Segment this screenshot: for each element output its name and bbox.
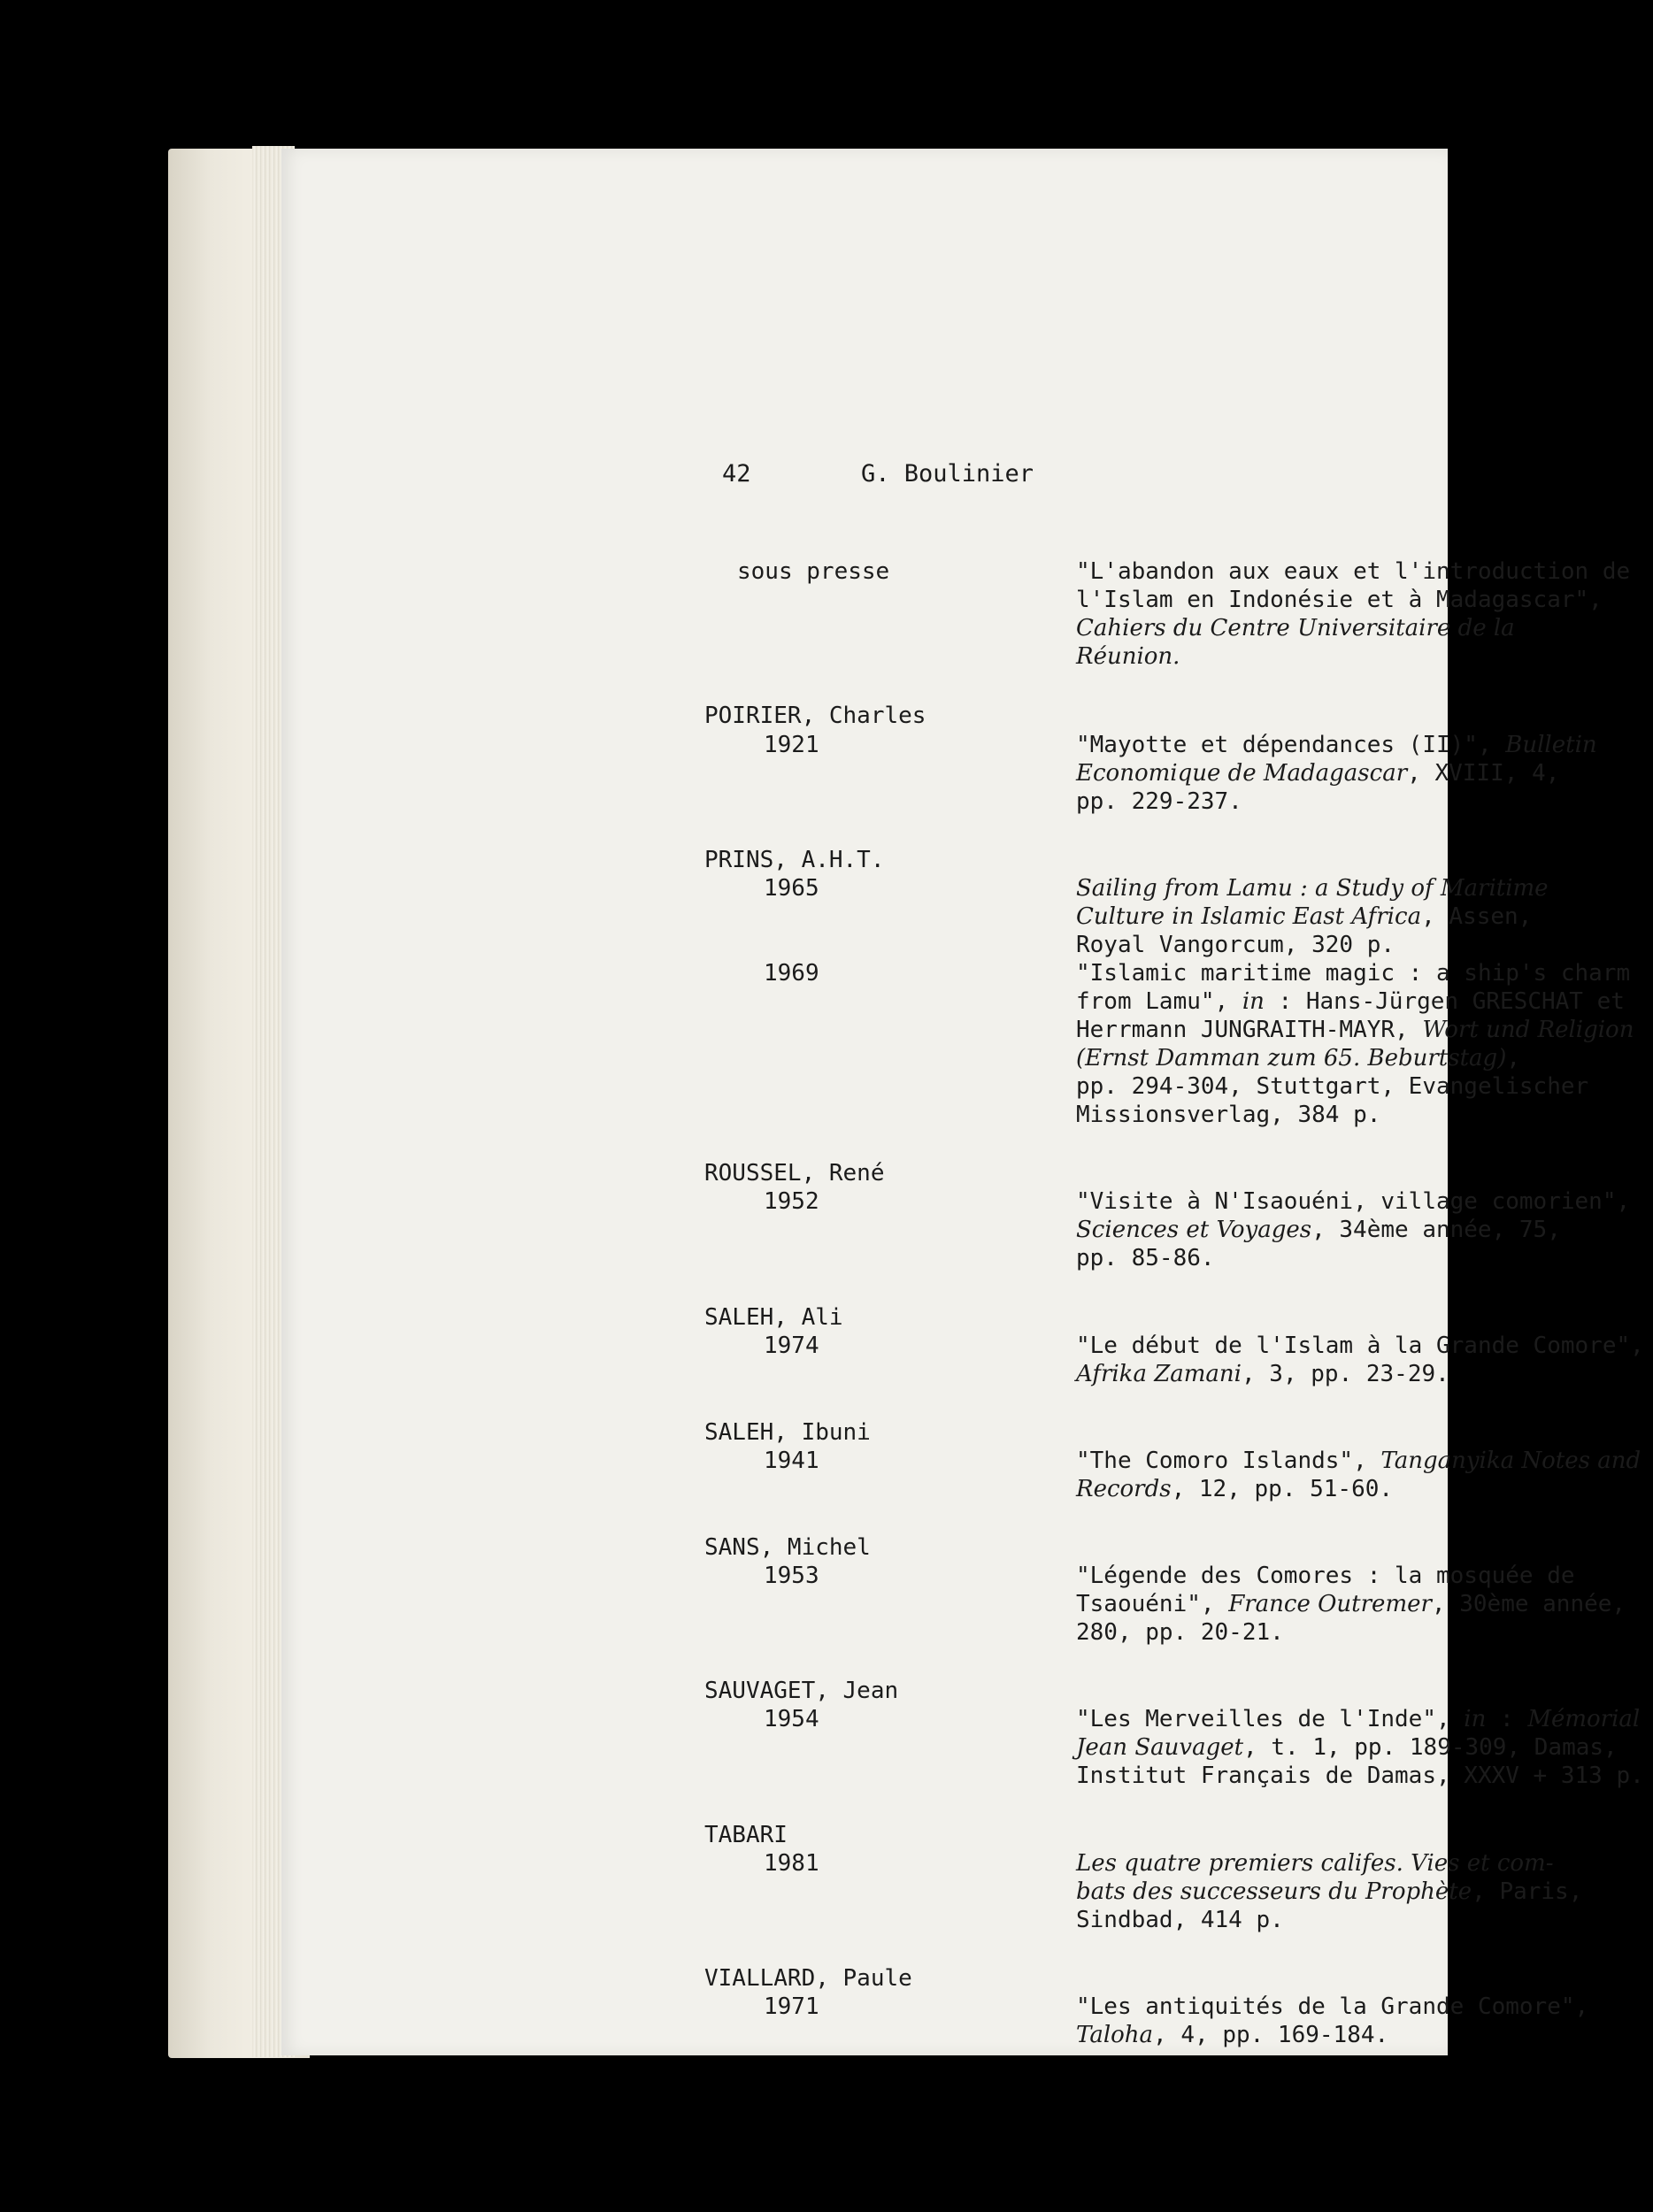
entry-text: : Hans-Jürgen GRESCHAT et [1264,988,1625,1015]
book-title: Mémorial [1527,1706,1641,1732]
author-name: SAUVAGET, Jean [704,1678,899,1704]
book-title: Les quatre premiers califes. Vies et com- [1076,1850,1554,1877]
entry-publisher: Royal Vangorcum, 320 p. [1076,932,1395,958]
journal-title: Réunion. [1076,643,1180,670]
entry-title-line: "Légende des Comores : la mosquée de [1076,1563,1575,1589]
entry-title-line [1076,1878,1582,1906]
page-number: 42 [722,460,751,488]
entry-year: 1981 [764,1850,819,1877]
in-marker: in [1464,1706,1487,1732]
entry-text: : [1486,1706,1528,1732]
in-marker: in [1242,988,1265,1015]
entry-publisher: Sindbad, 414 p. [1076,1907,1284,1933]
entry-year: 1965 [764,875,819,902]
book-title: Culture in Islamic East Africa [1076,903,1422,930]
entry-text: "Les Merveilles de l'Inde", [1076,1706,1465,1732]
entry-text: , t. 1, pp. 189-309, Damas, [1243,1734,1618,1761]
entry-text: , 34ème année, 75, [1311,1217,1561,1243]
entry-title-line [1076,1447,1641,1475]
entry-journal-line [1076,1360,1449,1388]
entry-publisher: Missionsverlag, 384 p. [1076,1102,1381,1128]
entry-text: from Lamu", [1076,988,1242,1015]
journal-title: Economique de Madagascar [1076,760,1408,787]
entry-title-line [1076,1016,1634,1044]
journal-title: Sciences et Voyages [1076,1217,1312,1243]
entry-title-line [1076,987,1625,1016]
entry-title-line: "Les antiquités de la Grande Comore", [1076,1993,1589,2020]
book-title: (Ernst Damman zum 65. Beburtstag) [1076,1045,1507,1071]
entry-year: 1921 [764,732,819,758]
entry-title-line: "Le début de l'Islam à la Grande Comore", [1076,1333,1644,1359]
entry-year: 1969 [764,960,819,987]
entry-journal-line [1076,642,1180,671]
journal-title: Tanganyika Notes and [1380,1448,1641,1474]
entry-title-line: l'Islam en Indonésie et à Madagascar", [1076,587,1603,613]
entry-pages: 280, pp. 20-21. [1076,1619,1284,1646]
document-page [281,149,1644,2055]
entry-year: 1952 [764,1188,819,1215]
entry-title-line: "Islamic maritime magic : a ship's charm [1076,960,1631,987]
entry-text: "Mayotte et dépendances (II)", [1076,732,1506,758]
author-name: PRINS, A.H.T. [704,847,885,873]
entry-text: , 3, pp. 23-29. [1242,1361,1449,1387]
entry-journal-line [1076,1590,1626,1618]
journal-title: France Outremer [1228,1591,1432,1617]
entry-title-line [1076,1849,1554,1878]
entry-title-line [1076,1044,1520,1072]
entry-year: 1974 [764,1333,819,1359]
entry-pages: pp. 85-86. [1076,1245,1215,1271]
running-head-author: G. Boulinier [861,460,1034,488]
journal-title: Bulletin [1505,732,1597,758]
entry-date-label: sous presse [737,558,890,585]
entry-text: , [1506,1045,1520,1071]
entry-publisher: Institut Français de Damas, XXXV + 313 p. [1076,1763,1644,1789]
entry-text: , Assen, [1421,903,1533,930]
entry-text: "The Comoro Islands", [1076,1448,1381,1474]
entry-title-line: "L'abandon aux eaux et l'introduction de [1076,558,1631,585]
author-name: TABARI [704,1822,788,1848]
entry-year: 1953 [764,1563,819,1589]
entry-text: Herrmann JUNGRAITH-MAYR, [1076,1017,1423,1043]
entry-year: 1971 [764,1993,819,2020]
author-name: SALEH, Ali [704,1304,843,1331]
book-title: bats des successeurs du Prophète [1076,1878,1472,1905]
journal-title: Records [1076,1476,1172,1502]
entry-text: , XVIII, 4, [1407,760,1560,787]
entry-title-line [1076,731,1597,759]
author-name: ROUSSEL, René [704,1160,885,1187]
author-name: VIALLARD, Paule [704,1965,912,1992]
entry-title-line [1076,1705,1640,1733]
journal-title: Afrika Zamani [1076,1361,1242,1387]
entry-text: , Paris, [1472,1878,1583,1905]
author-name: SANS, Michel [704,1534,871,1561]
entry-journal-line [1076,2021,1388,2049]
journal-title: Taloha [1076,2022,1154,2048]
entry-title-line [1076,1733,1618,1762]
book-title: Wort und Religion [1422,1017,1634,1043]
entry-journal-line [1076,614,1515,642]
bibliography-list [281,149,1644,2055]
entry-journal-line [1076,1216,1561,1244]
entry-journal-line [1076,759,1559,787]
entry-publisher: pp. 294-304, Stuttgart, Evangelischer [1076,1073,1589,1100]
entry-text: , 30ème année, [1431,1591,1626,1617]
entry-text: Tsaouéni", [1076,1591,1229,1617]
entry-title-line [1076,902,1532,931]
journal-title: Cahiers du Centre Universitaire de la [1076,615,1515,641]
book-title: Sailing from Lamu : a Study of Maritime [1076,875,1549,902]
entry-year: 1954 [764,1706,819,1732]
entry-journal-line [1076,1475,1393,1503]
author-name: POIRIER, Charles [704,703,926,729]
book-title: Jean Sauvaget [1076,1734,1244,1761]
entry-pages: pp. 229-237. [1076,788,1242,815]
entry-text: , 12, pp. 51-60. [1171,1476,1394,1502]
entry-title-line [1076,874,1549,902]
entry-year: 1941 [764,1448,819,1474]
entry-text: , 4, pp. 169-184. [1153,2022,1389,2048]
author-name: SALEH, Ibuni [704,1419,871,1446]
entry-title-line: "Visite à N'Isaouéni, village comorien", [1076,1188,1631,1215]
